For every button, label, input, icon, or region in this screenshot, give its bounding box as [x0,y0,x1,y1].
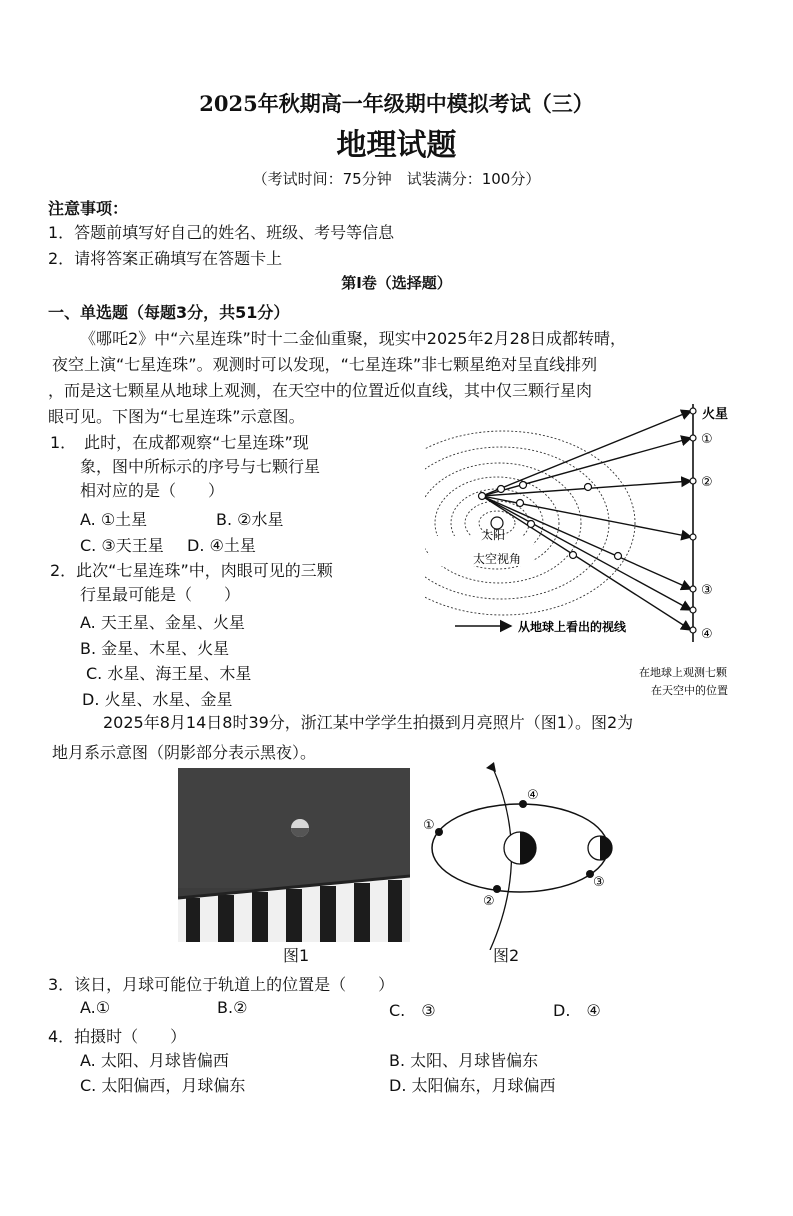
q1-stem: 1． 此时，在成都观察“七星连珠”现 [50,433,309,452]
planet-markers [479,408,697,633]
earth-moon-diagram [420,760,630,950]
q2-stem: 2．此次“七星连珠”中，肉眼可见的三颗 [50,561,333,580]
position-4-label: ④ [701,627,713,642]
view-label: 太空视角 [473,552,522,566]
sun-label: 太阳 [481,528,506,542]
passage-line: ，而是这七颗星从地球上观测，在天空中的位置近似直线，其中仅三颗行星肉 [48,381,593,400]
q1-stem: 象，图中所标示的序号与七颗行星 [80,457,321,476]
passage-line: 地月系示意图（阴影部分表示黑夜）。 [52,743,317,762]
sight-lines [482,411,691,630]
passage-line: 2025年8月14日8时39分，浙江某中学学生拍摄到月亮照片（图1）。图2为 [103,713,634,732]
moon-photo [178,768,410,942]
position-1-label: ① [701,432,713,447]
position-3-label: ③ [593,875,605,890]
figure-1-caption: 图1 [283,946,310,965]
q3-option-a[interactable]: A.① [80,998,111,1017]
position-3-label: ③ [701,583,713,598]
q3-option-c[interactable]: C. ③ [389,1001,436,1020]
passage-line: 夜空上演“七星连珠”。观测时可以发现，“七星连珠”非七颗星绝对呈直线排列 [52,355,598,374]
passage-line: 眼可见。下图为“七星连珠”示意图。 [48,407,305,426]
legend-text: 从地球上看出的视线 [518,620,627,634]
q2-option-d[interactable]: D. 火星、水星、金星 [82,690,233,709]
q1-stem: 相对应的是（ ） [80,481,225,500]
planet-alignment-diagram [425,398,755,706]
q2-option-b[interactable]: B. 金星、木星、火星 [80,639,230,658]
figure-caption: 在地球上观测七颗 [639,666,727,679]
q4-option-c[interactable]: C. 太阳偏西，月球偏东 [80,1076,246,1095]
q2-stem: 行星最可能是（ ） [80,585,241,604]
passage-line: 《哪吒2》中“六星连珠”时十二金仙重聚，现实中2025年2月28日成都转晴， [80,329,627,348]
q1-option-a[interactable]: A. ①土星 [80,510,148,529]
q4-option-a[interactable]: A. 太阳、月球皆偏西 [80,1051,229,1070]
q4-option-d[interactable]: D. 太阳偏东，月球偏西 [389,1076,556,1095]
moon-right-icon [588,836,612,860]
earth-icon [504,832,536,864]
exam-info: （考试时间：75分钟 试装满分：100分） [252,170,541,188]
q2-option-c[interactable]: C. 水星、海王星、木星 [86,664,252,683]
figure-2-caption: 图2 [493,946,520,965]
notice-item: 1．答题前填写好自己的姓名、班级、考号等信息 [48,223,395,242]
position-1-label: ① [423,818,435,833]
q4-stem: 4．拍摄时（ ） [48,1027,187,1046]
q2-option-a[interactable]: A. 天王星、金星、火星 [80,613,245,632]
position-2-label: ② [483,894,495,909]
notice-item: 2．请将答案正确填写在答题卡上 [48,249,283,268]
q4-option-b[interactable]: B. 太阳、月球皆偏东 [389,1051,539,1070]
section-heading: 一、单选题（每题3分，共51分） [48,303,290,322]
q3-stem: 3．该日，月球可能位于轨道上的位置是（ ） [48,975,395,994]
position-2-label: ② [701,475,713,490]
subject-title: 地理试题 [336,128,457,163]
notice-heading: 注意事项： [48,199,129,218]
q1-option-c[interactable]: C. ③天王星 [80,536,164,555]
q3-option-b[interactable]: B.② [217,998,248,1017]
q1-option-b[interactable]: B. ②水星 [216,510,284,529]
q1-option-d[interactable]: D. ④土星 [187,536,256,555]
mars-label: 火星 [702,407,729,422]
figure-caption: 在天空中的位置 [651,684,728,697]
volume-title: 第Ⅰ卷（选择题） [341,274,452,292]
moon-icon [291,819,309,837]
q3-option-d[interactable]: D. ④ [553,1001,601,1020]
exam-title: 2025年秋期高一年级期中模拟考试（三） [199,91,594,116]
position-4-label: ④ [527,788,539,803]
